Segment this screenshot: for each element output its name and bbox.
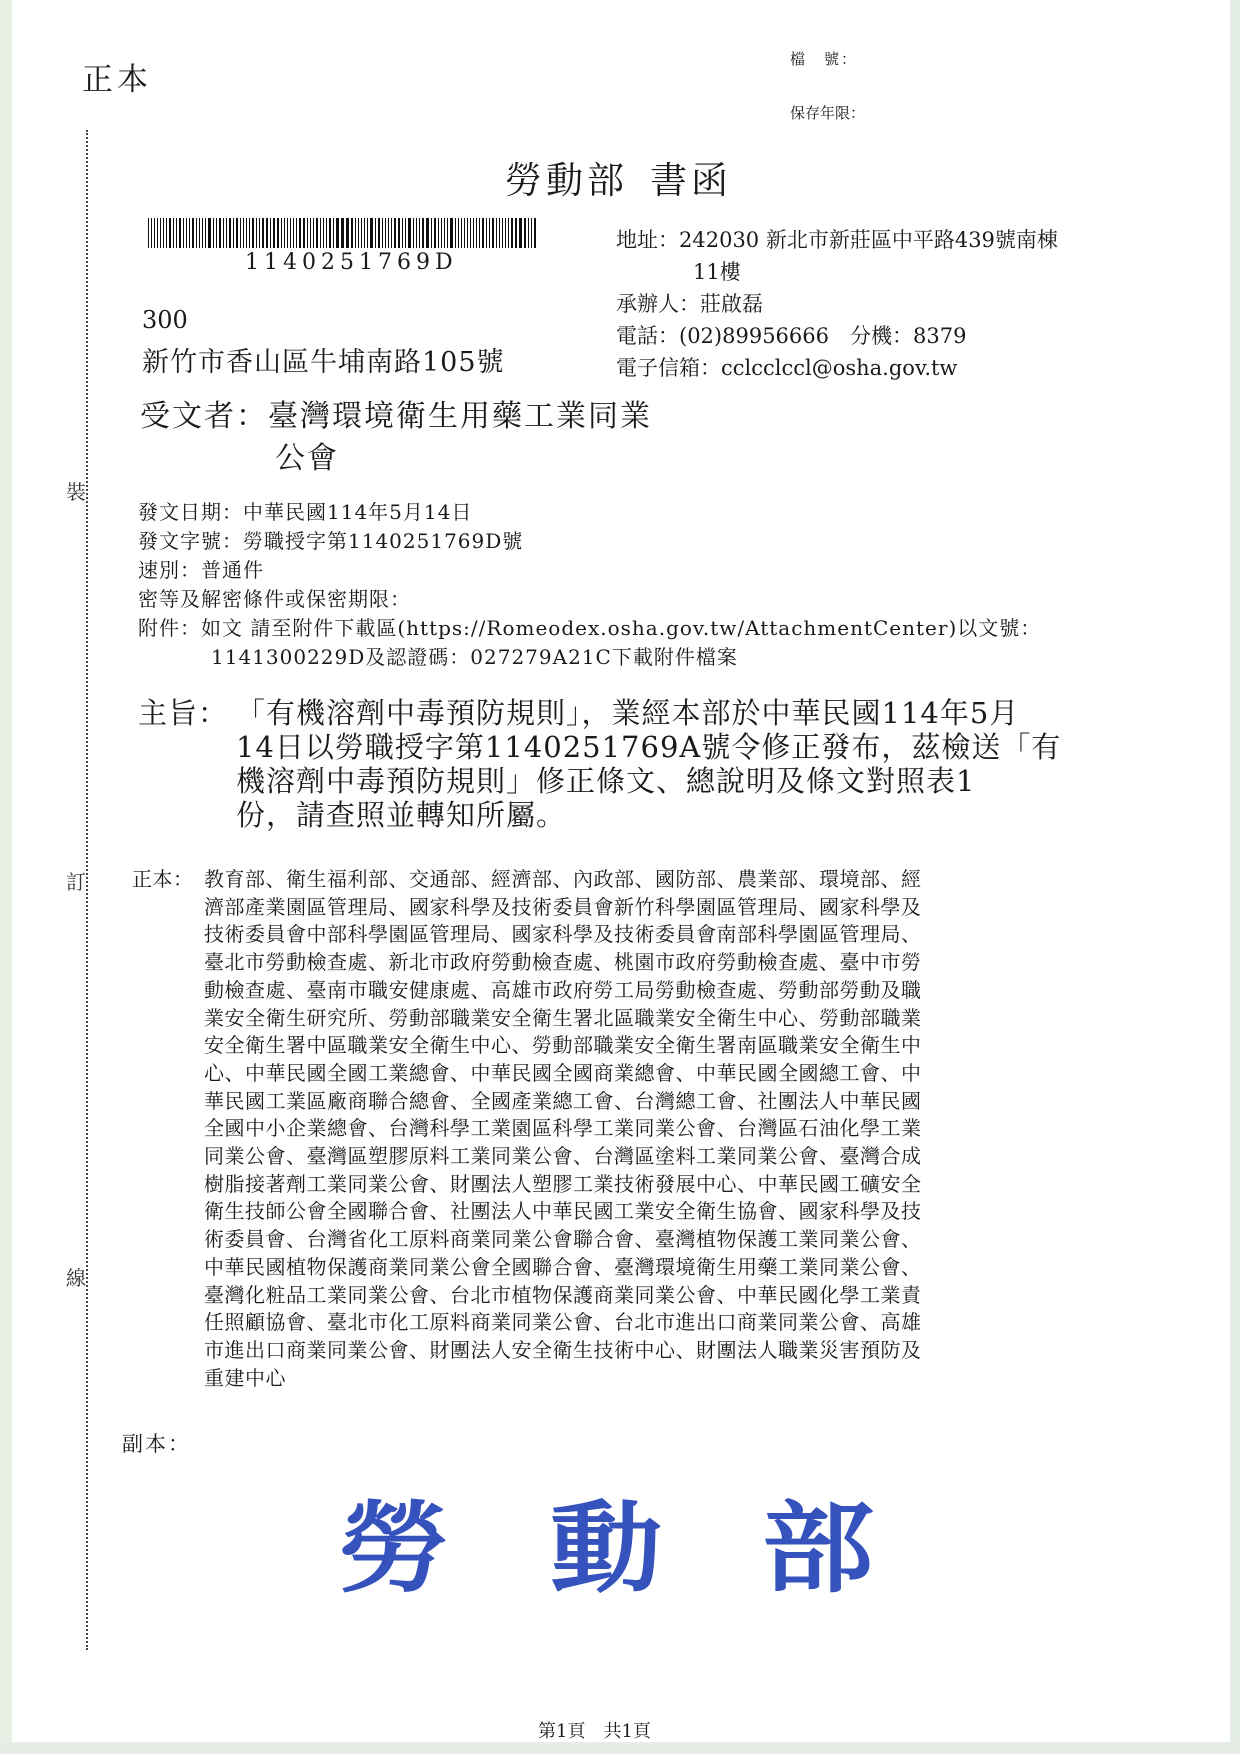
agency-seal: 勞動部 — [338, 1491, 974, 1607]
barcode-bar — [461, 218, 462, 248]
title-doc-type: 書函 — [650, 159, 732, 202]
barcode-bar — [508, 218, 509, 248]
title-agency: 勞動部 — [505, 159, 628, 202]
scan-edge-right — [1230, 0, 1240, 1754]
recipient — [140, 396, 652, 480]
barcode-bar — [458, 218, 459, 248]
barcode-bar — [157, 218, 158, 248]
barcode-bar — [329, 218, 331, 248]
binding-mark-top: 裝 — [66, 476, 86, 505]
barcode-bar — [240, 218, 241, 248]
barcode-bar — [455, 218, 456, 248]
recipient-line1: 受文者：臺灣環境衛生用藥工業同業 — [140, 399, 652, 434]
barcode-bar — [196, 218, 197, 248]
barcode-bar — [176, 218, 177, 248]
attachment-line1: 附件：如文 請至附件下載區(https://Romeodex.osha.gov.tw/AttachmentCenter)以文號： — [138, 616, 1042, 640]
sender-contact: 承辦人：莊啟磊 — [616, 292, 763, 316]
barcode-bar — [236, 218, 238, 248]
document-meta — [138, 498, 1041, 672]
binding-line — [86, 130, 88, 1650]
distribution-line: 同業公會、臺灣區塑膠原料工業同業公會、台灣區塗料工業同業公會、臺灣合成 — [204, 1144, 922, 1169]
issue-date: 發文日期：中華民國114年5月14日 — [138, 500, 473, 524]
distribution-line: 業安全衛生研究所、勞動部職業安全衛生署北區職業安全衛生中心、勞動部職業 — [204, 1005, 922, 1030]
barcode-bar — [489, 218, 490, 248]
barcode-bar — [299, 218, 301, 248]
barcode-bar — [320, 218, 321, 248]
copy-mark: 正本 — [82, 62, 152, 98]
binding-mark-bottom: 線 — [66, 1262, 86, 1291]
barcode-bar — [179, 218, 181, 248]
barcode-bar — [189, 218, 190, 248]
barcode-bar — [259, 218, 260, 248]
distribution-line: 心、中華民國全國工業總會、中華民國全國商業總會、中華民國全國總工會、中 — [204, 1060, 922, 1085]
barcode-bar — [479, 218, 480, 248]
barcode-bar — [326, 218, 327, 248]
barcode-bar — [166, 218, 167, 248]
barcode-bar — [482, 218, 484, 248]
barcode-bar — [229, 218, 231, 248]
barcode-bar — [505, 218, 506, 248]
barcode-bar — [385, 218, 386, 248]
barcode-bar — [534, 218, 536, 248]
barcode-bar — [450, 218, 453, 248]
barcode-bar — [378, 218, 380, 248]
barcode-bar — [502, 218, 503, 248]
subject-section — [138, 696, 1098, 832]
barcode-bar — [467, 218, 468, 248]
barcode-bar — [492, 218, 494, 248]
barcode-bar — [476, 218, 477, 248]
sender-phone: 電話：(02)89956666 分機：8379 — [616, 324, 967, 348]
recipient-zip: 300 — [142, 306, 188, 334]
barcode-bar — [391, 218, 392, 248]
barcode-bar — [199, 218, 200, 248]
barcode-bar — [515, 218, 517, 248]
barcode-bar — [226, 218, 227, 248]
barcode-bar — [413, 218, 414, 248]
barcode-bar — [464, 218, 465, 248]
barcode-bar — [375, 218, 376, 248]
barcode-bar — [364, 218, 365, 248]
barcode-bar — [524, 218, 526, 248]
page-number: 第1頁 共1頁 — [538, 1721, 651, 1742]
speed-class: 速別：普通件 — [138, 558, 264, 582]
barcode-bar — [252, 218, 254, 248]
barcode-bar — [470, 218, 471, 248]
distribution-body — [204, 866, 1100, 1392]
barcode-bar — [223, 218, 224, 248]
barcode-bar — [426, 218, 429, 248]
barcode-bar — [370, 218, 373, 248]
barcode-bar — [367, 218, 368, 248]
barcode-bar — [496, 218, 497, 248]
barcode-bar — [284, 218, 285, 248]
barcode-bar — [416, 218, 417, 248]
barcode-bar — [277, 218, 279, 248]
barcode-bar — [249, 218, 250, 248]
distribution-line: 任照顧協會、臺北市化工原料商業同業公會、台北市進出口商業同業公會、高雄 — [204, 1310, 922, 1335]
barcode-bar — [382, 218, 383, 248]
distribution-line: 全國中小企業總會、台灣科學工業園區科學工業同業公會、台灣區石油化學工業 — [204, 1116, 922, 1141]
document-title — [505, 150, 732, 204]
distribution-line: 動檢查處、臺南市職安健康處、高雄市政府勞工局勞動檢查處、勞動部勞動及職 — [204, 977, 922, 1002]
barcode-bar — [444, 218, 445, 248]
barcode-bar — [519, 218, 522, 248]
barcode-bar — [243, 218, 244, 248]
recipient-line2: 公會 — [275, 441, 339, 476]
barcode-bar — [163, 218, 164, 248]
barcode-bar — [438, 218, 439, 248]
barcode-bar — [183, 218, 184, 248]
distribution-line: 教育部、衛生福利部、交通部、經濟部、內政部、國防部、農業部、環境部、經 — [204, 867, 922, 891]
scan-edge-left — [0, 0, 12, 1754]
attachment-line2: 1141300229D及認證碼：027279A21C下載附件檔案 — [211, 645, 738, 669]
barcode-bar — [273, 218, 275, 248]
barcode-bar — [154, 218, 155, 248]
barcode-bar — [499, 218, 500, 248]
barcode-bar — [361, 218, 362, 248]
distribution-line: 濟部產業園區管理局、國家科學及技術委員會新竹科學園區管理局、國家科學及 — [204, 894, 922, 919]
barcode-bar — [528, 218, 529, 248]
subject-label: 主旨： — [138, 696, 229, 730]
barcode-bar — [246, 218, 247, 248]
barcode-bar — [447, 218, 448, 248]
barcode-bar — [336, 218, 339, 248]
barcode-bar — [431, 218, 432, 248]
barcode-bar — [219, 218, 221, 248]
recipient-address: 新竹市香山區牛埔南路105號 — [142, 347, 505, 378]
sender-address-line2: 11樓 — [693, 260, 741, 284]
scan-edge-bottom — [0, 1742, 1240, 1754]
barcode-bar — [262, 218, 264, 248]
distribution-line: 術委員會、台灣省化工原料商業同業公會聯合會、臺灣植物保護工業同業公會、 — [204, 1227, 922, 1252]
barcode — [148, 218, 544, 248]
barcode-bar — [358, 218, 359, 248]
subject-line: 機溶劑中毒預防規則」修正條文、總說明及條文對照表1 — [236, 764, 976, 798]
barcode-bar — [316, 218, 318, 248]
barcode-bar — [233, 218, 234, 248]
barcode-number: 1140251769D — [245, 250, 458, 275]
barcode-bar — [511, 218, 513, 248]
barcode-bar — [202, 218, 203, 248]
secrecy-level: 密等及解密條件或保密期限： — [138, 587, 411, 611]
barcode-bar — [323, 218, 324, 248]
barcode-bar — [266, 218, 268, 248]
barcode-bar — [402, 218, 403, 248]
barcode-bar — [216, 218, 217, 248]
binding-mark-middle: 訂 — [66, 866, 86, 895]
distribution-line: 臺北市勞動檢查處、新北市政府勞動檢查處、桃園市政府勞動檢查處、臺中市勞 — [204, 950, 922, 975]
barcode-bar — [169, 218, 171, 248]
barcode-bar — [287, 218, 288, 248]
barcode-bar — [388, 218, 389, 248]
barcode-bar — [186, 218, 187, 248]
barcode-bar — [256, 218, 257, 248]
barcode-bar — [313, 218, 314, 248]
subject-line: 份，請查照並轉知所屬。 — [236, 798, 567, 832]
barcode-bar — [307, 218, 308, 248]
barcode-bar — [173, 218, 174, 248]
barcode-bar — [290, 218, 291, 248]
barcode-bar — [208, 218, 211, 248]
retention-label: 保存年限： — [790, 104, 866, 122]
sender-info — [616, 224, 1136, 384]
distribution-line: 中華民國植物保護商業同業公會全國聯合會、臺灣環境衛生用藥工業同業公會、 — [204, 1254, 922, 1279]
barcode-bar — [296, 218, 297, 248]
barcode-bar — [351, 218, 353, 248]
barcode-bar — [422, 218, 424, 248]
subject-line: 「有機溶劑中毒預防規則」，業經本部於中華民國114年5月 — [236, 696, 1020, 730]
sender-email: 電子信箱：cclcclccl@osha.gov.tw — [616, 356, 958, 380]
cc-label: 副本： — [122, 1432, 191, 1456]
barcode-bar — [310, 218, 311, 248]
barcode-bar — [405, 218, 406, 248]
barcode-bar — [333, 218, 334, 248]
distribution-line: 衛生技師公會全國聯合會、社團法人中華民國工業安全衛生協會、國家科學及技 — [204, 1199, 922, 1224]
distribution-line: 樹脂接著劑工業同業公會、財團法人塑膠工業技術發展中心、中華民國工礦安全 — [204, 1171, 922, 1196]
subject-line: 14日以勞職授字第1140251769A號令修正發布，茲檢送「有 — [236, 730, 1062, 764]
barcode-bar — [531, 218, 532, 248]
distribution-line: 臺灣化粧品工業同業公會、台北市植物保護商業同業公會、中華民國化學工業責 — [204, 1282, 922, 1307]
file-number-label: 檔 號： — [790, 50, 859, 68]
barcode-bar — [160, 218, 161, 248]
barcode-bar — [486, 218, 487, 248]
distribution-line: 市進出口商業同業公會、財團法人安全衛生技術中心、財團法人職業災害預防及 — [204, 1337, 922, 1362]
barcode-bar — [355, 218, 356, 248]
barcode-bar — [441, 218, 442, 248]
barcode-bar — [473, 218, 474, 248]
barcode-bar — [408, 218, 411, 248]
barcode-bar — [148, 218, 149, 248]
barcode-bar — [398, 218, 400, 248]
barcode-bar — [213, 218, 214, 248]
distribution-label: 正本： — [132, 867, 194, 891]
sender-address-line1: 地址：242030 新北市新莊區中平路439號南棟 — [616, 228, 1058, 252]
barcode-bar — [205, 218, 206, 248]
distribution-line: 華民國工業區廠商聯合總會、全國產業總工會、台灣總工會、社團法人中華民國 — [204, 1088, 922, 1113]
barcode-bar — [151, 218, 152, 248]
barcode-bar — [303, 218, 305, 248]
subject-body — [236, 696, 1098, 832]
distribution-line: 技術委員會中部科學園區管理局、國家科學及技術委員會南部科學園區管理局、 — [204, 922, 922, 947]
distribution-line: 重建中心 — [204, 1365, 286, 1390]
barcode-bar — [192, 218, 194, 248]
barcode-bar — [394, 218, 396, 248]
barcode-bar — [281, 218, 282, 248]
barcode-bar — [341, 218, 344, 248]
distribution-section — [132, 866, 1100, 1392]
barcode-bar — [434, 218, 436, 248]
barcode-bar — [346, 218, 349, 248]
document-number: 發文字號：勞職授字第1140251769D號 — [138, 529, 524, 553]
barcode-bar — [419, 218, 420, 248]
barcode-bar — [293, 218, 294, 248]
distribution-line: 安全衛生署中區職業安全衛生中心、勞動部職業安全衛生署南區職業安全衛生中 — [204, 1033, 922, 1058]
barcode-bar — [270, 218, 271, 248]
